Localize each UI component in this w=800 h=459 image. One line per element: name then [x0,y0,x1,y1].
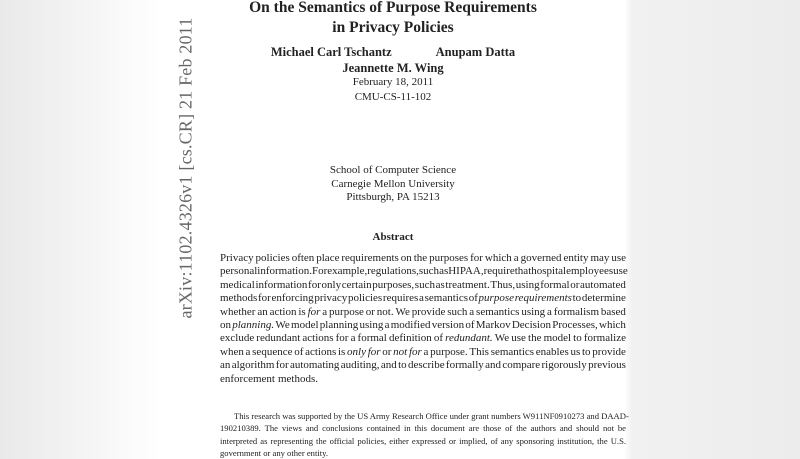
abstract-word: example, [327,265,368,278]
abstract-word: formalize [583,332,626,345]
abstract-word: automated [580,278,626,291]
abstract-word: semantics [490,345,535,358]
abstract-word: for [408,345,422,358]
abstract-word: We [494,332,510,345]
abstract-word: compare [502,359,541,372]
paper-title [160,0,626,38]
abstract-word: Markov [475,318,511,331]
abstract-line [220,373,626,386]
abstract-word: a [350,332,356,345]
abstract-word: Privacy [220,252,254,264]
footnote [220,410,629,459]
abstract-word: a [384,318,390,331]
abstract-line [220,265,626,278]
abstract-word: which [599,318,626,331]
abstract-word: methods [220,292,258,305]
abstract-word: semantics [476,305,520,318]
abstract-word: of [294,345,304,358]
abstract-word: that [514,265,532,278]
abstract-word: or [382,345,392,358]
abstract-word: of [465,318,475,331]
abstract-word: purpose [329,305,364,318]
abstract-word: for [257,292,271,305]
abstract-word: algorithm [231,359,275,372]
abstract-word: provide [411,305,446,318]
abstract-word: sequence [252,345,293,358]
abstract-word: Decision [511,318,551,331]
abstract-word: such [418,265,440,278]
abstract-word: employees [566,265,614,278]
abstract-word: for [275,359,289,372]
abstract-word: whether [220,305,256,318]
abstract-line [220,359,626,372]
abstract-word: planning [319,318,359,331]
abstract-word: personal [220,265,258,278]
abstract-word: a [245,345,251,358]
abstract-word: formal [357,332,387,345]
abstract-word: such [447,305,468,318]
abstract-word: or [365,305,375,318]
abstract-line [220,346,626,359]
abstract-word: information. [257,265,312,278]
abstract-word: For [311,265,328,278]
abstract-word: requirements [514,292,572,305]
abstract-word: redundant [256,332,301,345]
title-line: On the Semantics of Purpose Requirements [249,0,537,16]
author: Anupam Datta [435,45,516,59]
abstract-word: using [359,318,384,331]
abstract-word: using [521,305,546,318]
abstract-word: for [335,332,349,345]
abstract-word: an [220,359,231,372]
abstract-word: rigorously [541,359,587,372]
abstract-line [220,319,626,332]
abstract-word: model [291,318,319,331]
footnote-line: interpreted as representing the official policies, either expressed or implied, of any sponsoring institution, the U.S. [220,435,626,446]
title-line: in Privacy Policies [332,19,454,36]
abstract-word: a [322,305,328,318]
abstract-word: use [613,265,628,278]
abstract-body [220,252,626,386]
abstract-word: Processes, [552,318,598,331]
abstract-word: We [275,318,290,331]
abstract-word: for [470,252,483,264]
abstract-word: exclude [220,332,255,345]
abstract-word: based [600,305,626,318]
abstract-word: certain [341,278,372,291]
abstract-word: actions [302,332,334,345]
abstract-word: not. [376,305,394,318]
abstract-word: a [419,292,424,305]
abstract-word: a [513,252,519,264]
authors [160,44,626,76]
abstract-word: auditing, [340,359,380,372]
abstract-word: information [255,278,308,291]
abstract-heading: Abstract [372,231,414,243]
abstract-word: often [291,252,315,264]
abstract-word: regulations, [367,265,419,278]
abstract-word: on [220,318,231,331]
abstract-word: a [423,345,429,358]
abstract-word: formalism [553,305,600,318]
abstract-word: automating [289,359,340,372]
abstract-word: a [547,305,552,318]
abstract-word: require [483,265,515,278]
abstract-word: for [308,278,321,291]
abstract-word: an [257,305,268,318]
arxiv-stamp: arXiv:1102.4326v1 [cs.CR] 21 Feb 2011 [175,17,196,319]
abstract-word: actions [305,345,337,358]
abstract-word: to [582,345,591,358]
abstract-word: for [367,345,381,358]
abstract-word: to [572,292,582,305]
affiliation-line: Pittsburgh, PA 15213 [346,191,440,203]
abstract-line [220,279,626,292]
abstract-word: use [511,332,526,345]
date: February 18, 2011 [352,76,434,88]
paper-meta [160,75,626,105]
abstract-word: formal [540,278,570,291]
abstract-word: We [395,305,410,318]
abstract-word: Thus, [490,278,516,291]
abstract-word: hospital [531,265,567,278]
abstract-word: which [484,252,512,264]
abstract-word: planning. [232,318,275,331]
abstract-word: purpose. [430,345,468,358]
abstract-word: methods. [277,372,318,385]
abstract-word: using [515,278,540,291]
abstract-word: such [414,278,435,291]
affiliation-line: Carnegie Mellon University [331,177,455,190]
abstract-word: purposes [429,252,469,264]
abstract-line [220,332,626,345]
abstract-word: governed [520,252,562,264]
abstract-word: privacy [314,292,348,305]
abstract-line [220,306,626,319]
abstract-word: when [220,345,244,358]
abstract-word: requirements [341,252,399,264]
affiliation-line: School of Computer Science [329,164,457,176]
affiliation [160,164,626,205]
abstract-word: medical [220,278,255,291]
abstract-word: to [398,359,407,372]
abstract-word: provide [592,345,626,358]
abstract-word: or [570,278,580,291]
abstract-word: treatment. [445,278,490,291]
author: Jeannette M. Wing [342,61,444,75]
abstract-word: model [543,332,572,345]
abstract-word: place [316,252,340,264]
abstract-word: enforcement [220,372,275,385]
abstract-word: enforcing [271,292,314,305]
abstract-word: the [528,332,542,345]
abstract-word: as [435,278,445,291]
abstract-word: determine [581,292,626,305]
abstract-word: of [468,292,478,305]
abstract-line [220,252,626,265]
abstract-word: version [431,318,465,331]
abstract-word: enables [535,345,569,358]
abstract-word: use [611,252,626,264]
abstract-word: describe [407,359,445,372]
abstract-word: policies [255,252,290,264]
abstract-word: formally [445,359,484,372]
abstract-word: us [570,345,581,358]
abstract-word: policies [348,292,383,305]
abstract-word: previous [588,359,626,372]
abstract-word: This [469,345,489,358]
abstract-line [220,292,626,305]
abstract-word: requires [382,292,419,305]
abstract-word: is [337,345,346,358]
abstract-word: entity [563,252,589,264]
abstract-word: semantics [424,292,468,305]
abstract-word: is [298,305,306,318]
abstract-word: not [393,345,408,358]
abstract-word: a [469,305,475,318]
abstract-word: on [400,252,412,264]
abstract-word: of [433,332,444,345]
abstract-word: may [590,252,610,264]
abstract-word: action [269,305,297,318]
abstract-word: to [573,332,582,345]
footnote-line: government or any other entity. [220,447,329,458]
abstract-word: the [413,252,428,264]
abstract-word: and [380,359,397,372]
abstract-word: and [485,359,502,372]
abstract-word: only [347,345,366,358]
abstract-word: purpose [478,292,514,305]
footnote-line: 190210389. The views and conclusions contained in this document are those of the authors and should not be [220,423,626,434]
footnote-line: This research was supported by the US Army Research Office under grant numbers W911NF0910273 and DAAD- [234,411,629,421]
abstract-word: only [321,278,342,291]
report-number: CMU-CS-11-102 [354,91,432,103]
author: Michael Carl Tschantz [270,45,392,59]
abstract-word: for [307,305,321,318]
abstract-word: definition [388,332,432,345]
abstract-word: redundant. [445,332,493,345]
abstract-word: purposes, [372,278,415,291]
abstract-word: HIPAA, [448,265,484,278]
abstract-word: as [439,265,449,278]
abstract-word: modified [390,318,431,331]
